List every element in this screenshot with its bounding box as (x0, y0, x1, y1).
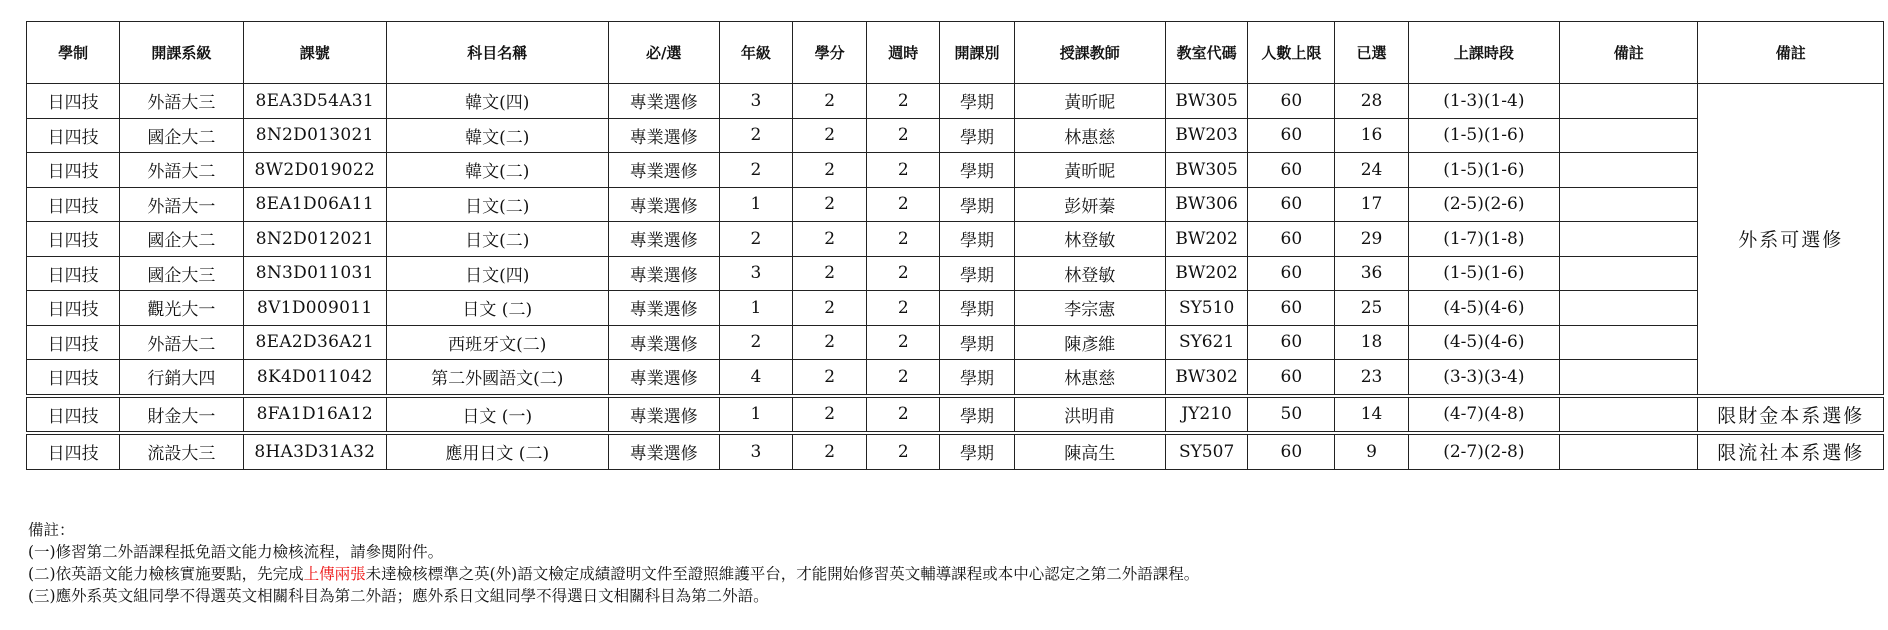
time-slot-cell: (4-7)(4-8) (1408, 396, 1559, 434)
teacher-cell: 黃昕昵 (1014, 84, 1165, 119)
credits-cell: 2 (793, 396, 867, 434)
header-cell: 人數上限 (1248, 22, 1335, 84)
weekly-hours-cell: 2 (867, 256, 940, 291)
teacher-cell: 李宗憲 (1014, 291, 1165, 326)
table-row (27, 396, 1884, 434)
program-cell: 日四技 (27, 433, 120, 469)
grade-cell: 3 (719, 84, 792, 119)
course-code-cell: 8EA1D06A11 (243, 187, 386, 222)
course-code-cell: 8EA2D36A21 (243, 325, 386, 360)
table-row (27, 256, 1884, 291)
credits-cell: 2 (793, 222, 867, 257)
grade-cell: 1 (719, 291, 792, 326)
teacher-cell: 林惠慈 (1014, 118, 1165, 153)
enrolled-cell: 24 (1335, 153, 1408, 188)
header-cell: 已選 (1335, 22, 1408, 84)
required-elective-cell: 專業選修 (608, 153, 719, 188)
table-row (27, 325, 1884, 360)
weekly-hours-cell: 2 (867, 222, 940, 257)
time-slot-cell: (2-5)(2-6) (1408, 187, 1559, 222)
enrolled-cell: 18 (1335, 325, 1408, 360)
required-elective-cell: 專業選修 (608, 118, 719, 153)
enrolled-cell: 17 (1335, 187, 1408, 222)
term-type-cell: 學期 (940, 118, 1014, 153)
table-row (27, 118, 1884, 153)
weekly-hours-cell: 2 (867, 291, 940, 326)
header-cell: 開課系級 (120, 22, 243, 84)
capacity-cell: 60 (1248, 118, 1335, 153)
weekly-hours-cell: 2 (867, 153, 940, 188)
enrolled-cell: 28 (1335, 84, 1408, 119)
group-remark-cell: 外系可選修 (1698, 84, 1884, 396)
enrolled-cell: 9 (1335, 433, 1408, 469)
course-name-cell: 日文(二) (386, 222, 608, 257)
capacity-cell: 60 (1248, 222, 1335, 257)
grade-cell: 4 (719, 360, 792, 396)
room-cell: BW302 (1166, 360, 1248, 396)
weekly-hours-cell: 2 (867, 187, 940, 222)
header-cell: 週時 (867, 22, 940, 84)
program-cell: 日四技 (27, 153, 120, 188)
credits-cell: 2 (793, 153, 867, 188)
note-cell (1560, 433, 1698, 469)
time-slot-cell: (1-5)(1-6) (1408, 153, 1559, 188)
time-slot-cell: (1-3)(1-4) (1408, 84, 1559, 119)
course-table-body (27, 84, 1884, 470)
grade-cell: 2 (719, 222, 792, 257)
teacher-cell: 陳彥維 (1014, 325, 1165, 360)
capacity-cell: 60 (1248, 153, 1335, 188)
grade-cell: 2 (719, 118, 792, 153)
table-row (27, 433, 1884, 469)
grade-cell: 3 (719, 433, 792, 469)
course-name-cell: 日文 (一) (386, 396, 608, 434)
required-elective-cell: 專業選修 (608, 222, 719, 257)
note-cell (1560, 118, 1698, 153)
teacher-cell: 陳高生 (1014, 433, 1165, 469)
note-cell (1560, 396, 1698, 434)
required-elective-cell: 專業選修 (608, 360, 719, 396)
enrolled-cell: 29 (1335, 222, 1408, 257)
header-cell: 授課教師 (1014, 22, 1165, 84)
header-cell: 備註 (1560, 22, 1698, 84)
course-name-cell: 日文(四) (386, 256, 608, 291)
notes-title: 備註： (28, 521, 75, 539)
teacher-cell: 林惠慈 (1014, 360, 1165, 396)
header-cell: 課號 (243, 22, 386, 84)
credits-cell: 2 (793, 360, 867, 396)
note-cell (1560, 153, 1698, 188)
note-line-2-prefix: (二)依英語文能力檢核實施要點，先完成 (28, 565, 304, 583)
term-type-cell: 學期 (940, 291, 1014, 326)
required-elective-cell: 專業選修 (608, 84, 719, 119)
required-elective-cell: 專業選修 (608, 325, 719, 360)
capacity-cell: 60 (1248, 187, 1335, 222)
credits-cell: 2 (793, 291, 867, 326)
course-code-cell: 8HA3D31A32 (243, 433, 386, 469)
note-line-2 (28, 563, 1199, 585)
header-cell: 必/選 (608, 22, 719, 84)
table-header-row (27, 22, 1884, 84)
course-name-cell: 西班牙文(二) (386, 325, 608, 360)
weekly-hours-cell: 2 (867, 118, 940, 153)
weekly-hours-cell: 2 (867, 396, 940, 434)
grade-cell: 1 (719, 396, 792, 434)
note-line-2-suffix: 未達檢核標準之英(外)語文檢定成績證明文件至證照維護平台，才能開始修習英文輔導課程或本中心認定之第二外語課程。 (365, 565, 1200, 583)
class-cell: 觀光大一 (120, 291, 243, 326)
weekly-hours-cell: 2 (867, 360, 940, 396)
table-row (27, 222, 1884, 257)
room-cell: BW305 (1166, 153, 1248, 188)
credits-cell: 2 (793, 84, 867, 119)
grade-cell: 2 (719, 153, 792, 188)
required-elective-cell: 專業選修 (608, 256, 719, 291)
note-cell (1560, 222, 1698, 257)
course-code-cell: 8N2D013021 (243, 118, 386, 153)
table-row (27, 153, 1884, 188)
class-cell: 外語大三 (120, 84, 243, 119)
term-type-cell: 學期 (940, 153, 1014, 188)
credits-cell: 2 (793, 187, 867, 222)
teacher-cell: 黃昕昵 (1014, 153, 1165, 188)
required-elective-cell: 專業選修 (608, 291, 719, 326)
time-slot-cell: (2-7)(2-8) (1408, 433, 1559, 469)
note-cell (1560, 256, 1698, 291)
credits-cell: 2 (793, 256, 867, 291)
term-type-cell: 學期 (940, 187, 1014, 222)
term-type-cell: 學期 (940, 325, 1014, 360)
enrolled-cell: 14 (1335, 396, 1408, 434)
grade-cell: 2 (719, 325, 792, 360)
term-type-cell: 學期 (940, 222, 1014, 257)
weekly-hours-cell: 2 (867, 433, 940, 469)
notes-section (28, 519, 1199, 607)
room-cell: JY210 (1166, 396, 1248, 434)
class-cell: 國企大二 (120, 222, 243, 257)
capacity-cell: 60 (1248, 84, 1335, 119)
room-cell: BW202 (1166, 256, 1248, 291)
time-slot-cell: (1-7)(1-8) (1408, 222, 1559, 257)
enrolled-cell: 36 (1335, 256, 1408, 291)
note-cell (1560, 187, 1698, 222)
note-cell (1560, 84, 1698, 119)
class-cell: 流設大三 (120, 433, 243, 469)
program-cell: 日四技 (27, 396, 120, 434)
credits-cell: 2 (793, 433, 867, 469)
note-line-3: (三)應外系英文組同學不得選英文相關科目為第二外語；應外系日文組同學不得選日文相關科目為第二外語。 (28, 587, 769, 605)
course-code-cell: 8W2D019022 (243, 153, 386, 188)
program-cell: 日四技 (27, 256, 120, 291)
term-type-cell: 學期 (940, 433, 1014, 469)
course-code-cell: 8N3D011031 (243, 256, 386, 291)
table-row (27, 360, 1884, 396)
room-cell: BW202 (1166, 222, 1248, 257)
table-row (27, 187, 1884, 222)
room-cell: SY510 (1166, 291, 1248, 326)
time-slot-cell: (4-5)(4-6) (1408, 291, 1559, 326)
class-cell: 國企大二 (120, 118, 243, 153)
capacity-cell: 60 (1248, 256, 1335, 291)
course-table (26, 21, 1884, 470)
header-cell: 科目名稱 (386, 22, 608, 84)
room-cell: BW203 (1166, 118, 1248, 153)
header-cell: 上課時段 (1408, 22, 1559, 84)
teacher-cell: 洪明甫 (1014, 396, 1165, 434)
program-cell: 日四技 (27, 118, 120, 153)
program-cell: 日四技 (27, 84, 120, 119)
table-row (27, 291, 1884, 326)
room-cell: BW306 (1166, 187, 1248, 222)
class-cell: 財金大一 (120, 396, 243, 434)
course-name-cell: 韓文(四) (386, 84, 608, 119)
time-slot-cell: (1-5)(1-6) (1408, 256, 1559, 291)
header-cell: 開課別 (940, 22, 1014, 84)
course-name-cell: 韓文(二) (386, 153, 608, 188)
time-slot-cell: (1-5)(1-6) (1408, 118, 1559, 153)
enrolled-cell: 16 (1335, 118, 1408, 153)
course-name-cell: 韓文(二) (386, 118, 608, 153)
enrolled-cell: 25 (1335, 291, 1408, 326)
course-code-cell: 8V1D009011 (243, 291, 386, 326)
note-line-2-highlight: 上傳兩張 (303, 565, 366, 583)
class-cell: 外語大二 (120, 153, 243, 188)
weekly-hours-cell: 2 (867, 325, 940, 360)
course-code-cell: 8N2D012021 (243, 222, 386, 257)
room-cell: SY507 (1166, 433, 1248, 469)
teacher-cell: 林登敏 (1014, 222, 1165, 257)
program-cell: 日四技 (27, 360, 120, 396)
teacher-cell: 林登敏 (1014, 256, 1165, 291)
time-slot-cell: (3-3)(3-4) (1408, 360, 1559, 396)
program-cell: 日四技 (27, 222, 120, 257)
course-code-cell: 8K4D011042 (243, 360, 386, 396)
note-cell (1560, 291, 1698, 326)
capacity-cell: 60 (1248, 325, 1335, 360)
credits-cell: 2 (793, 118, 867, 153)
row-remark-cell: 限流社本系選修 (1698, 433, 1884, 469)
required-elective-cell: 專業選修 (608, 433, 719, 469)
required-elective-cell: 專業選修 (608, 187, 719, 222)
row-remark-cell: 限財金本系選修 (1698, 396, 1884, 434)
term-type-cell: 學期 (940, 396, 1014, 434)
term-type-cell: 學期 (940, 360, 1014, 396)
course-name-cell: 日文(二) (386, 187, 608, 222)
capacity-cell: 60 (1248, 360, 1335, 396)
table-row (27, 84, 1884, 119)
enrolled-cell: 23 (1335, 360, 1408, 396)
room-cell: BW305 (1166, 84, 1248, 119)
class-cell: 外語大一 (120, 187, 243, 222)
term-type-cell: 學期 (940, 256, 1014, 291)
program-cell: 日四技 (27, 187, 120, 222)
capacity-cell: 60 (1248, 433, 1335, 469)
class-cell: 國企大三 (120, 256, 243, 291)
header-cell: 年級 (719, 22, 792, 84)
class-cell: 行銷大四 (120, 360, 243, 396)
capacity-cell: 60 (1248, 291, 1335, 326)
grade-cell: 1 (719, 187, 792, 222)
header-cell: 學制 (27, 22, 120, 84)
program-cell: 日四技 (27, 291, 120, 326)
header-cell: 學分 (793, 22, 867, 84)
weekly-hours-cell: 2 (867, 84, 940, 119)
course-name-cell: 第二外國語文(二) (386, 360, 608, 396)
course-code-cell: 8FA1D16A12 (243, 396, 386, 434)
required-elective-cell: 專業選修 (608, 396, 719, 434)
note-cell (1560, 360, 1698, 396)
header-cell: 備註 (1698, 22, 1884, 84)
class-cell: 外語大二 (120, 325, 243, 360)
room-cell: SY621 (1166, 325, 1248, 360)
program-cell: 日四技 (27, 325, 120, 360)
header-cell: 教室代碼 (1166, 22, 1248, 84)
time-slot-cell: (4-5)(4-6) (1408, 325, 1559, 360)
course-code-cell: 8EA3D54A31 (243, 84, 386, 119)
grade-cell: 3 (719, 256, 792, 291)
note-cell (1560, 325, 1698, 360)
course-name-cell: 日文 (二) (386, 291, 608, 326)
capacity-cell: 50 (1248, 396, 1335, 434)
teacher-cell: 彭妍蓁 (1014, 187, 1165, 222)
note-line-1: (一)修習第二外語課程抵免語文能力檢核流程，請參閱附件。 (28, 543, 444, 561)
course-name-cell: 應用日文 (二) (386, 433, 608, 469)
term-type-cell: 學期 (940, 84, 1014, 119)
credits-cell: 2 (793, 325, 867, 360)
